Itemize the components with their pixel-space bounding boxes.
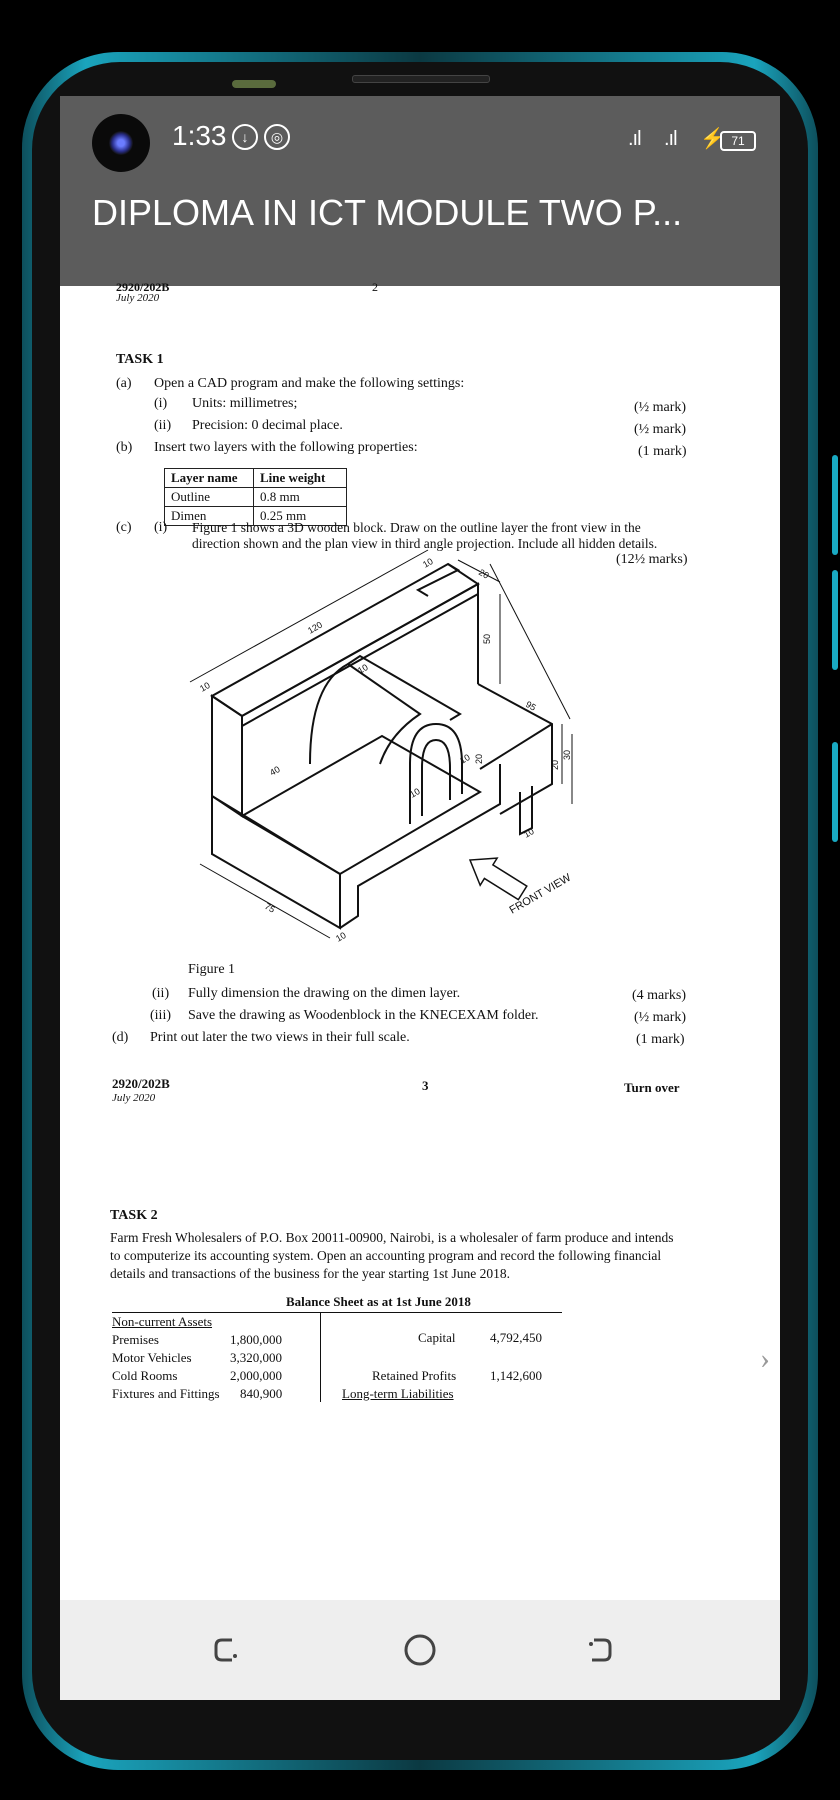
back-icon[interactable] (580, 1630, 620, 1670)
page-date: July 2020 (116, 292, 160, 304)
dimension-label: 10 (356, 662, 370, 676)
item-text: Precision: 0 decimal place. (192, 418, 343, 433)
asset-value: 840,900 (240, 1386, 283, 1401)
navigation-bar (60, 1600, 780, 1700)
table-cell: 0.8 mm (254, 488, 347, 507)
volume-down-button (832, 570, 838, 670)
dimension-label: 10 (522, 826, 536, 840)
asset-name: Fixtures and Fittings (112, 1386, 220, 1401)
balance-sheet-title: Balance Sheet as at 1st June 2018 (286, 1294, 471, 1309)
item-label: (b) (116, 440, 133, 455)
table-cell: Dimen (165, 507, 254, 526)
asset-value: 3,320,000 (230, 1350, 282, 1365)
asset-name: Cold Rooms (112, 1368, 178, 1383)
right-block (478, 684, 552, 814)
marks: (4 marks) (632, 988, 687, 1003)
asset-name: Motor Vehicles (112, 1350, 192, 1365)
dimension-label: 10 (198, 680, 212, 694)
dimension-label: 95 (524, 699, 538, 713)
item-text: Units: millimetres; (192, 396, 298, 411)
item-text: Insert two layers with the following properties: (154, 440, 418, 455)
item-label: (c) (116, 520, 132, 535)
marks: (½ mark) (634, 1010, 687, 1025)
figure-caption: Figure 1 (188, 962, 236, 977)
page-number: 3 (422, 1078, 429, 1093)
item-label: (a) (116, 376, 132, 391)
liability-value: 1,142,600 (490, 1368, 542, 1383)
phone-screen (60, 96, 780, 1700)
paragraph-line: details and transactions of the business for the year starting 1st June 2018. (110, 1266, 511, 1281)
dimension-label: 50 (482, 633, 492, 644)
task1-title: TASK 1 (116, 352, 164, 367)
dimension-label: 120 (306, 619, 325, 636)
dimension-line (190, 550, 428, 682)
page-code: 2920/202B (116, 280, 170, 294)
dimension-label: 20 (550, 759, 560, 770)
dimension-label: 10 (408, 786, 422, 800)
right-heading: Long-term Liabilities (342, 1386, 454, 1401)
balance-sheet-rule (112, 1312, 562, 1313)
recent-apps-icon[interactable] (206, 1630, 246, 1670)
asset-value: 1,800,000 (230, 1332, 282, 1347)
charging-icon: ⚡ (700, 128, 725, 150)
item-text: Print out later the two views in their full scale. (150, 1030, 410, 1045)
dimension-label: 10 (334, 930, 348, 944)
layers-table (164, 468, 347, 526)
base-left-face (212, 796, 340, 928)
marks: (½ mark) (634, 422, 687, 437)
dimension-line (200, 864, 330, 938)
item-label: (i) (154, 396, 168, 411)
volume-up-button (832, 455, 838, 555)
front-camera (92, 114, 150, 172)
paragraph-line: to computerize its accounting system. Open an accounting program and record the following financial (110, 1248, 662, 1263)
dimension-label: 10 (458, 752, 472, 766)
wooden-block-figure (160, 556, 660, 954)
page-date: July 2020 (112, 1092, 156, 1104)
item-text: Figure 1 shows a 3D wooden block. Draw on the outline layer the front view in the (192, 520, 641, 535)
front-view-label: FRONT VIEW (507, 871, 574, 917)
earpiece-speaker (352, 75, 490, 83)
paragraph-line: Farm Fresh Wholesalers of P.O. Box 20011-00900, Nairobi, is a wholesaler of farm produce and intends (110, 1230, 674, 1245)
home-icon[interactable] (400, 1630, 440, 1670)
base-top (242, 736, 480, 874)
task2-title: TASK 2 (110, 1208, 158, 1223)
dimension-label: 40 (268, 764, 282, 778)
liability-name: Retained Profits (372, 1368, 457, 1383)
status-bar (60, 96, 780, 188)
item-text: Fully dimension the drawing on the dimen layer. (188, 986, 461, 1001)
item-label: (i) (154, 520, 168, 535)
table-cell: 0.25 mm (254, 507, 347, 526)
back-wall-top (212, 564, 478, 716)
dimension-label: 10 (421, 556, 435, 570)
marks: (1 mark) (638, 444, 687, 459)
proximity-sensor (232, 80, 276, 88)
table-header: Line weight (254, 469, 347, 488)
item-text: direction shown and the plan view in third angle projection. Include all hidden details. (192, 536, 658, 551)
signal-icon-2: .ıl (664, 128, 677, 150)
document-title: DIPLOMA IN ICT MODULE TWO P... (92, 192, 683, 233)
front-view-arrow-icon (462, 846, 532, 906)
dimension-label: 75 (263, 901, 277, 915)
marks: (1 mark) (636, 1032, 685, 1047)
table-cell: Outline (165, 488, 254, 507)
right-block-top (480, 724, 552, 769)
balance-sheet-divider (320, 1312, 321, 1402)
page-code: 2920/202B (112, 1076, 170, 1091)
item-text: Open a CAD program and make the following settings: (154, 376, 465, 391)
item-label: (ii) (152, 986, 170, 1001)
left-heading: Non-current Assets (112, 1314, 213, 1329)
dimension-label: 30 (562, 749, 572, 760)
battery-icon: 71 (720, 131, 756, 151)
item-label: (ii) (154, 418, 172, 433)
sync-icon: ◎ (264, 124, 290, 150)
asset-value: 2,000,000 (230, 1368, 282, 1383)
item-label: (d) (112, 1030, 129, 1045)
page-number: 2 (372, 280, 378, 294)
asset-name: Premises (112, 1332, 159, 1347)
arch-opening-inner (422, 740, 450, 816)
table-row (165, 488, 347, 507)
turn-over-label: Turn over (624, 1080, 680, 1095)
pdf-page-view[interactable] (60, 280, 780, 1600)
status-time: 1:33 (172, 120, 227, 151)
table-header: Layer name (165, 469, 254, 488)
liability-name: Capital (418, 1330, 456, 1345)
signal-icon: .ıl (628, 128, 641, 150)
marks: (½ mark) (634, 400, 687, 415)
download-icon: ↓ (232, 124, 258, 150)
dimension-line (490, 564, 570, 719)
power-button (832, 742, 838, 842)
dimension-label: 20 (477, 567, 491, 581)
marks: (12½ marks) (616, 552, 688, 567)
scroll-indicator-icon[interactable]: › (760, 1342, 770, 1375)
dimension-label: 20 (474, 753, 484, 764)
item-text: Save the drawing as Woodenblock in the KNECEXAM folder. (188, 1008, 539, 1023)
liability-value: 4,792,450 (490, 1330, 542, 1345)
item-label: (iii) (150, 1008, 171, 1023)
